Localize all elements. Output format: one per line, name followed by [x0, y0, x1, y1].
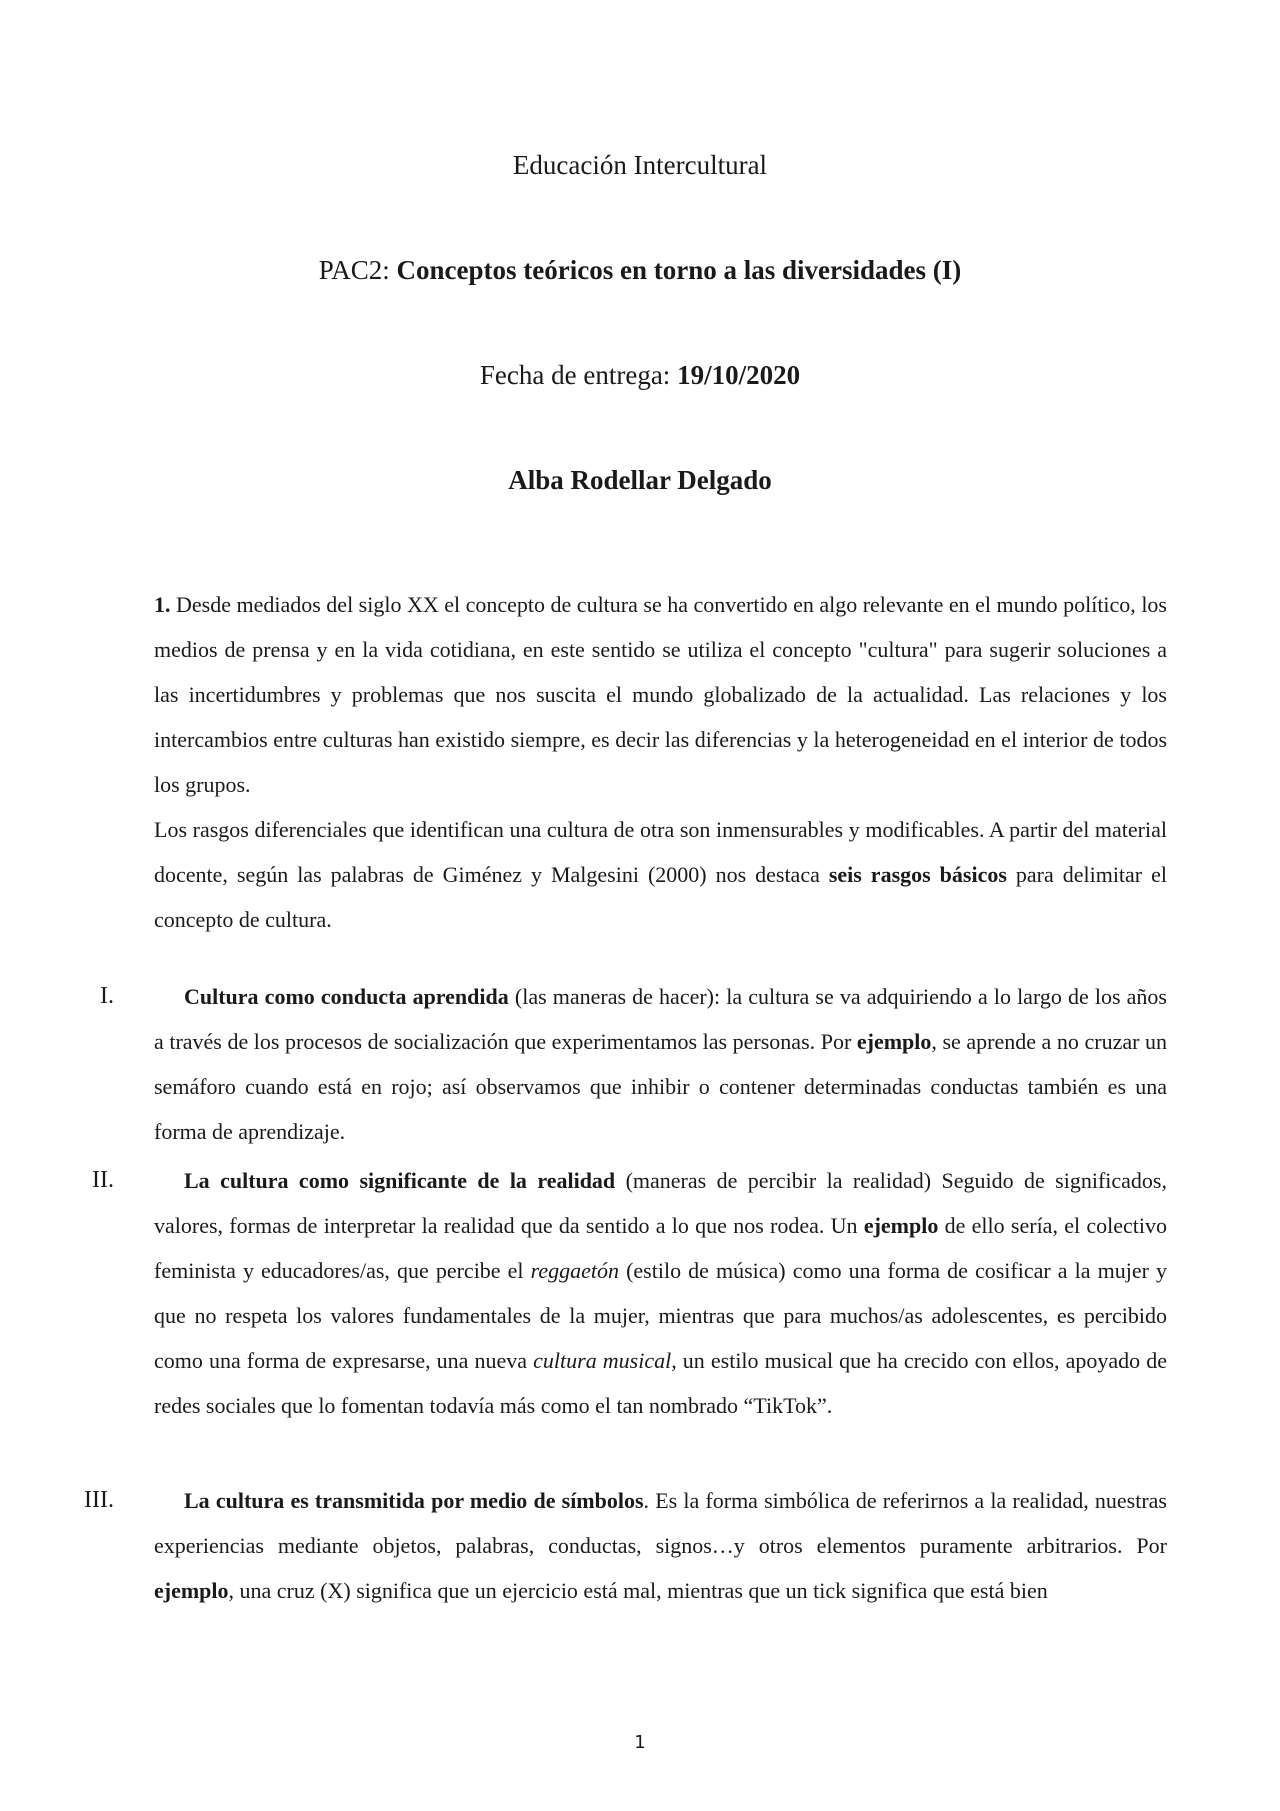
list-item-2-text-a: (maneras de percibir la realidad) Seguido de significados, valores, formas de interpretar la realidad que da sentido a lo que nos rodea. Un: [154, 1168, 1167, 1238]
list-item-1-example: ejemplo: [856, 1029, 932, 1054]
list-item-2-text-c: (estilo de música) como una forma de cosificar a la mujer y que no respeta los valores fundamentales de la mujer, mientras que para muchos/as adolescentes, es percibido como una forma de expresarse, una nueva: [154, 1258, 1167, 1373]
list-item-3-text-a: . Es la forma simbólica de referirnos a la realidad, nuestras experiencias mediante objetos, palabras, conductas, signos…y otros elementos puramente arbitrarios. Por: [154, 1488, 1167, 1558]
assignment-name: Conceptos teóricos en torno a las diversidades (I): [396, 255, 962, 285]
list-item-3-text-b: , una cruz (X) significa que un ejercicio está mal, mientras que un tick significa que está bien: [228, 1578, 1048, 1603]
list-item-2-italic-a: reggaetón: [530, 1258, 619, 1283]
intro-paragraph-2-bold: seis rasgos básicos: [828, 862, 1007, 887]
due-date-label: Fecha de entrega:: [479, 360, 678, 390]
assignment-title: [0, 255, 1280, 286]
intro-paragraph-2-start: Los rasgos diferenciales que identifican una cultura de otra son inmensurables y modificables. A partir del material docente, según las palabras de Giménez y Malgesini (2000) nos destaca: [154, 817, 1167, 887]
list-item-2: [154, 1158, 1167, 1428]
intro-paragraph-2: [154, 807, 1167, 942]
list-item-1-text-a: (las maneras de hacer): la cultura se va adquiriendo a lo largo de los años a través de los procesos de socialización que experimentamos las personas. Por: [154, 984, 1167, 1054]
list-item-2-italic-b: cultura musical,: [533, 1348, 677, 1373]
question-number: 1.: [154, 592, 171, 617]
assignment-prefix: PAC2:: [318, 255, 397, 285]
list-item-1-heading: Cultura como conducta aprendida: [184, 984, 509, 1009]
list-item-3: [154, 1478, 1167, 1613]
list-numeral-1: I.: [100, 983, 114, 1009]
intro-paragraph-1: [154, 582, 1167, 807]
list-numeral-2: II.: [92, 1167, 114, 1193]
list-item-3-example: ejemplo: [154, 1578, 229, 1603]
list-item-2-text-d: un estilo musical que ha crecido con ellos, apoyado de redes sociales que lo fomentan todavía más como el tan nombrado “TikTok”.: [154, 1348, 1167, 1418]
due-date-value: 19/10/2020: [677, 360, 801, 390]
list-item-2-text-b: de ello sería, el colectivo feminista y educadores/as, que percibe el: [154, 1213, 1167, 1283]
list-item-3-heading: La cultura es transmitida por medio de símbolos: [184, 1488, 644, 1513]
list-numeral-3: III.: [84, 1487, 114, 1513]
list-item-1-text-b: , se aprende a no cruzar un semáforo cuando está en rojo; así observamos que inhibir o contener determinadas conductas también es una forma de aprendizaje.: [154, 1029, 1167, 1144]
intro-section: [154, 582, 1167, 942]
page-number: 1: [634, 1732, 646, 1753]
list-item-2-heading: La cultura como significante de la realidad: [184, 1168, 616, 1193]
intro-paragraph-2-end: para delimitar el concepto de cultura.: [154, 862, 1167, 932]
list-item-2-example: ejemplo: [863, 1213, 939, 1238]
intro-paragraph-1-text: Desde mediados del siglo XX el concepto de cultura se ha convertido en algo relevante en el mundo político, los medios de prensa y en la vida cotidiana, en este sentido se utiliza el concepto "cultura" para sugerir soluciones a las incertidumbres y problemas que nos suscita el mundo globalizado de la actualidad. Las relaciones y los intercambios entre culturas han existido siempre, es decir las diferencias y la heterogeneidad en el interior de todos los grupos.: [154, 592, 1167, 797]
due-date-line: [0, 360, 1280, 391]
author-name: Alba Rodellar Delgado: [508, 465, 772, 495]
list-item-1: [154, 974, 1167, 1154]
course-title: Educación Intercultural: [512, 150, 768, 180]
